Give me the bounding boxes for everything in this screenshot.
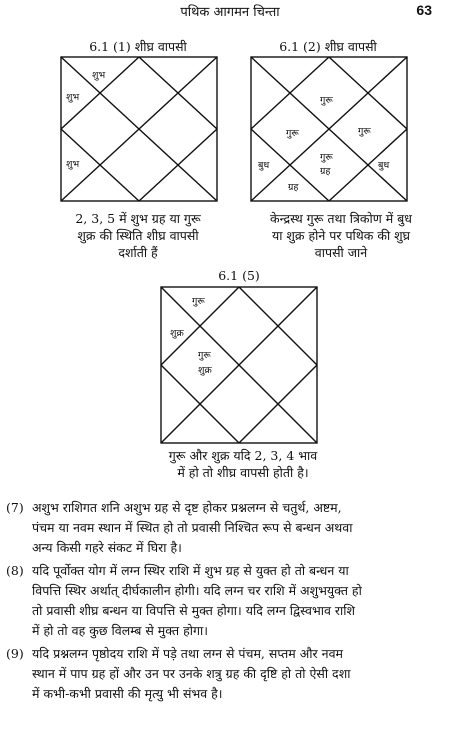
chart-3-caption: गुरू और शुक्र यदि 2, 3, 4 भाव में हो तो शीघ्र वापसी होती है। [168, 448, 318, 480]
page-number: 63 [416, 2, 432, 18]
paragraph-number: (9) [6, 646, 24, 661]
chart-3-mark: शुक्र [198, 365, 212, 376]
paragraph-7: (7) अशुभ राशिगत शनि अशुभ ग्रह से दृष्ट होकर प्रश्नलग्न से चतुर्थ, अष्टम, पंचम या नवम स्थान में स्थित हो तो प्रवासी निश्चित रूप से बन्धन अथवा अन्य किसी गहरे संकट में घिरा है। [6, 500, 353, 555]
chart-1-kundali [60, 56, 218, 202]
chart-3-mark: गुरू [192, 296, 205, 307]
chart-1-mark: शुभ [92, 70, 106, 81]
chart-1-mark: शुभ [66, 92, 80, 103]
chart-2-mark: गुरू [320, 152, 333, 163]
chart-2-mark: बुध [378, 160, 390, 171]
paragraph-number: (8) [6, 563, 24, 578]
chart-2-mark: बुध [258, 160, 270, 171]
chart-2-mark: ग्रह [320, 166, 331, 177]
chart-2-mark: गुरू [320, 95, 333, 106]
chart-1-caption: 2, 3, 5 में शुभ ग्रह या गुरू शुक्र की स्थिति शीघ्र वापसी दर्शाती हैं [75, 211, 201, 260]
chart-2-label: 6.1 (2) शीघ्र वापसी [279, 39, 377, 54]
chart-2-kundali [250, 56, 408, 202]
running-header: पथिक आगमन चिन्ता [180, 5, 280, 20]
chart-2-mark: गुरू [286, 128, 299, 139]
chart-3-mark: गुरू [198, 350, 211, 361]
chart-3-label: 6.1 (5) [218, 268, 260, 283]
chart-1-label: 6.1 (1) शीघ्र वापसी [89, 39, 187, 54]
chart-1-mark: शुभ [66, 159, 80, 170]
chart-2-caption: केन्द्रस्थ गुरू तथा त्रिकोण में बुध या शुक्र होने पर पथिक की शुघ्र वापसी जाने [270, 211, 412, 260]
paragraph-8: (8) यदि पूर्वोक्त योग में लग्न स्थिर राशि में शुभ ग्रह से युक्त हो तो बन्धन या विपत्ति स्थिर अर्थात् दीर्घकालीन होगी। यदि लग्न चर राशि में अशुभयुक्त हो तो प्रवासी शीघ्र बन्धन या विपत्ति से मुक्त होगा। यदि लग्न द्विस्वभाव राशि में हो तो वह कुछ विलम्ब से मुक्त होगा। [6, 563, 362, 638]
chart-2-mark: ग्रह [288, 182, 299, 193]
chart-2-mark: गुरू [358, 126, 371, 137]
paragraph-9: (9) यदि प्रश्नलग्न पृष्ठोदय राशि में पड़े तथा लग्न से पंचम, सप्तम और नवम स्थान में पाप ग्रह हों और उन पर उनके शत्रु ग्रह की दृष्टि हो तो ऐसी दशा में कभी-कभी प्रवासी की मृत्यु भी संभव है। [6, 646, 351, 701]
paragraph-number: (7) [6, 500, 24, 515]
chart-3-kundali [160, 286, 318, 444]
chart-3-mark: शुक्र [170, 328, 184, 339]
